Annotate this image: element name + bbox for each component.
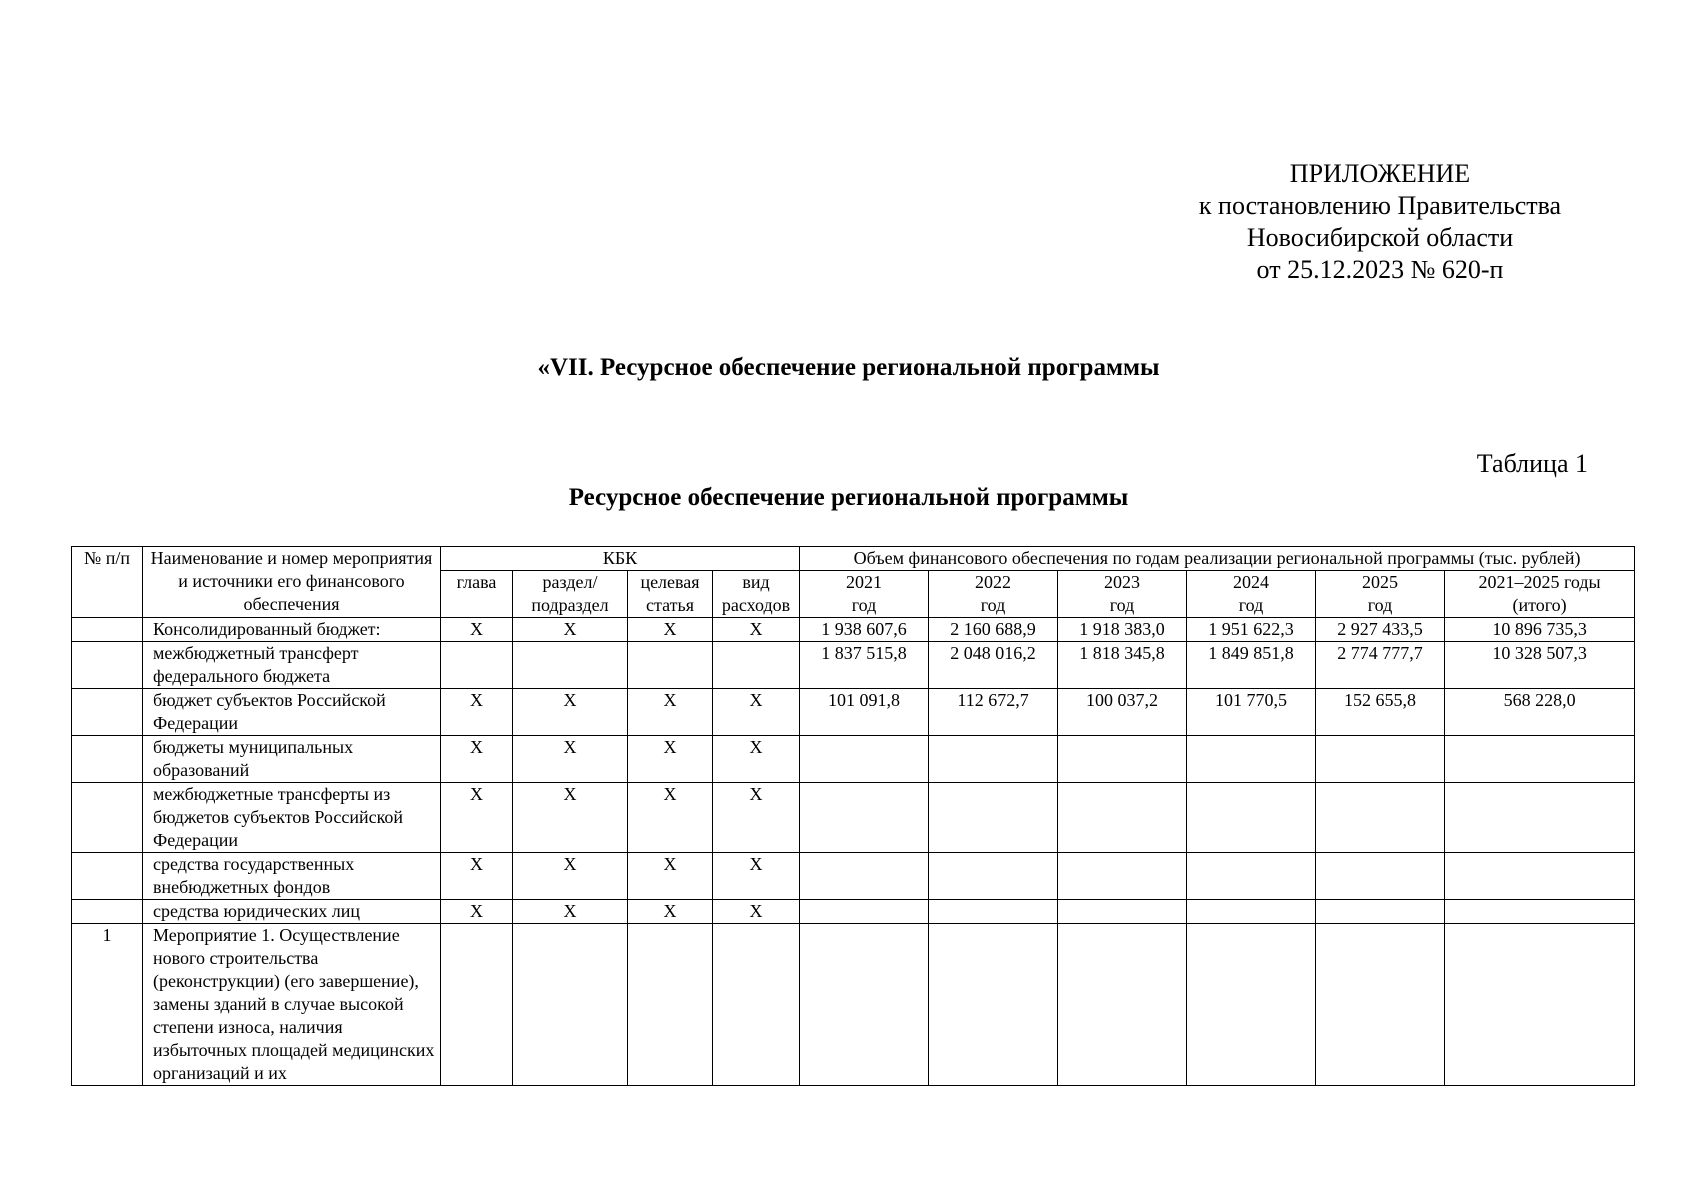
table-row xyxy=(72,924,1635,1086)
value-2023-cell xyxy=(1058,736,1187,783)
value-2023-cell xyxy=(1058,853,1187,900)
kbk-glava-cell xyxy=(441,642,513,689)
kbk-vid-cell xyxy=(713,924,800,1086)
value-2024-cell xyxy=(1187,783,1316,853)
kbk-statya-cell xyxy=(628,642,713,689)
value-total-cell: 568 228,0 xyxy=(1445,689,1635,736)
kbk-vid-cell: X xyxy=(713,900,800,924)
value-total-cell: 10 896 735,3 xyxy=(1445,618,1635,642)
table-row xyxy=(72,689,1635,736)
kbk-vid-cell: X xyxy=(713,689,800,736)
row-number xyxy=(72,736,143,783)
kbk-statya-cell: X xyxy=(628,689,713,736)
kbk-razdel-cell: X xyxy=(513,900,628,924)
kbk-statya-cell: X xyxy=(628,618,713,642)
value-2025-cell: 2 927 433,5 xyxy=(1316,618,1445,642)
value-2025-cell: 152 655,8 xyxy=(1316,689,1445,736)
value-2024-cell xyxy=(1187,900,1316,924)
row-name: Консолидированный бюджет: xyxy=(143,618,441,642)
kbk-razdel-cell: X xyxy=(513,618,628,642)
header-year-label: 2022 xyxy=(975,572,1012,592)
table-row xyxy=(72,853,1635,900)
kbk-vid-cell: X xyxy=(713,783,800,853)
kbk-vid-cell: X xyxy=(713,618,800,642)
row-name: Мероприятие 1. Осуществление нового строительства (реконструкции) (его завершение), замены зданий в случае высокой степени износа, наличия избыточных площадей медицинских организаций и их xyxy=(143,924,441,1086)
appendix-line-2: к постановлению Правительства xyxy=(1198,191,1562,220)
row-number xyxy=(72,853,143,900)
kbk-statya-cell: X xyxy=(628,736,713,783)
value-2025-cell xyxy=(1316,783,1445,853)
row-number xyxy=(72,900,143,924)
value-2024-cell: 1 849 851,8 xyxy=(1187,642,1316,689)
value-2021-cell xyxy=(800,900,929,924)
value-2025-cell: 2 774 777,7 xyxy=(1316,642,1445,689)
table-body xyxy=(72,618,1635,1086)
header-num: № п/п xyxy=(72,547,143,618)
value-2025-cell xyxy=(1316,853,1445,900)
header-year-unit: год xyxy=(1109,595,1135,615)
value-2022-cell xyxy=(929,900,1058,924)
value-total-cell xyxy=(1445,853,1635,900)
kbk-razdel-cell: X xyxy=(513,736,628,783)
header-year-label: 2021–2025 годы xyxy=(1478,572,1601,592)
value-2022-cell xyxy=(929,853,1058,900)
row-name: бюджеты муниципальных образований xyxy=(143,736,441,783)
value-2021-cell: 1 938 607,6 xyxy=(800,618,929,642)
value-2025-cell xyxy=(1316,736,1445,783)
header-year-unit: год xyxy=(1238,595,1264,615)
value-total-cell xyxy=(1445,924,1635,1086)
value-2022-cell: 2 160 688,9 xyxy=(929,618,1058,642)
value-2023-cell: 1 918 383,0 xyxy=(1058,618,1187,642)
header-year-2023 xyxy=(1058,571,1187,618)
kbk-vid-cell: X xyxy=(713,853,800,900)
value-2024-cell: 1 951 622,3 xyxy=(1187,618,1316,642)
table-row xyxy=(72,736,1635,783)
appendix-block xyxy=(1160,158,1600,286)
header-year-label: 2021 xyxy=(846,572,883,592)
value-2024-cell xyxy=(1187,853,1316,900)
header-year-2022 xyxy=(929,571,1058,618)
appendix-line-4: от 25.12.2023 № 620-п xyxy=(1256,255,1504,284)
value-2021-cell xyxy=(800,853,929,900)
kbk-glava-cell: X xyxy=(441,853,513,900)
value-2022-cell: 112 672,7 xyxy=(929,689,1058,736)
kbk-vid-cell xyxy=(713,642,800,689)
row-name: средства государственных внебюджетных фондов xyxy=(143,853,441,900)
value-2023-cell xyxy=(1058,924,1187,1086)
kbk-glava-cell: X xyxy=(441,618,513,642)
value-2021-cell xyxy=(800,924,929,1086)
value-2025-cell xyxy=(1316,900,1445,924)
appendix-line-1: ПРИЛОЖЕНИЕ xyxy=(1289,159,1471,188)
kbk-razdel-cell: X xyxy=(513,689,628,736)
header-year-total xyxy=(1445,571,1635,618)
value-2023-cell xyxy=(1058,783,1187,853)
kbk-razdel-cell xyxy=(513,924,628,1086)
row-number xyxy=(72,618,143,642)
header-year-unit: год xyxy=(851,595,877,615)
header-year-2024 xyxy=(1187,571,1316,618)
header-kbk: КБК xyxy=(441,547,800,571)
header-row-1 xyxy=(72,547,1635,571)
table-row xyxy=(72,783,1635,853)
header-volume: Объем финансового обеспечения по годам реализации региональной программы (тыс. рублей) xyxy=(800,547,1635,571)
table-title: Ресурсное обеспечение региональной программы xyxy=(568,484,1129,511)
value-2021-cell xyxy=(800,736,929,783)
row-number xyxy=(72,783,143,853)
row-name: средства юридических лиц xyxy=(143,900,441,924)
value-2024-cell xyxy=(1187,736,1316,783)
value-2021-cell: 1 837 515,8 xyxy=(800,642,929,689)
value-2024-cell: 101 770,5 xyxy=(1187,689,1316,736)
table-row xyxy=(72,618,1635,642)
row-number: 1 xyxy=(72,924,143,1086)
header-year-unit: год xyxy=(980,595,1006,615)
kbk-glava-cell: X xyxy=(441,900,513,924)
resource-table xyxy=(71,546,1635,1086)
value-2023-cell: 1 818 345,8 xyxy=(1058,642,1187,689)
header-year-label: 2023 xyxy=(1104,572,1141,592)
row-name: бюджет субъектов Российской Федерации xyxy=(143,689,441,736)
header-kbk-razdel: раздел/ подраздел xyxy=(513,571,628,618)
value-2021-cell: 101 091,8 xyxy=(800,689,929,736)
row-name: межбюджетные трансферты из бюджетов субъектов Российской Федерации xyxy=(143,783,441,853)
header-kbk-vid: вид расходов xyxy=(713,571,800,618)
header-kbk-glava: глава xyxy=(441,571,513,618)
value-2022-cell: 2 048 016,2 xyxy=(929,642,1058,689)
kbk-statya-cell: X xyxy=(628,900,713,924)
header-year-2025 xyxy=(1316,571,1445,618)
value-total-cell xyxy=(1445,783,1635,853)
header-year-label: 2024 xyxy=(1233,572,1270,592)
kbk-razdel-cell: X xyxy=(513,783,628,853)
value-total-cell: 10 328 507,3 xyxy=(1445,642,1635,689)
kbk-vid-cell: X xyxy=(713,736,800,783)
value-2021-cell xyxy=(800,783,929,853)
value-2022-cell xyxy=(929,736,1058,783)
header-year-label: 2025 xyxy=(1362,572,1399,592)
value-2023-cell: 100 037,2 xyxy=(1058,689,1187,736)
kbk-razdel-cell: X xyxy=(513,853,628,900)
value-2024-cell xyxy=(1187,924,1316,1086)
value-2025-cell xyxy=(1316,924,1445,1086)
kbk-statya-cell: X xyxy=(628,783,713,853)
value-2022-cell xyxy=(929,924,1058,1086)
table-row xyxy=(72,642,1635,689)
appendix-line-3: Новосибирской области xyxy=(1246,223,1514,252)
kbk-statya-cell: X xyxy=(628,853,713,900)
kbk-glava-cell: X xyxy=(441,689,513,736)
row-number xyxy=(72,689,143,736)
section-title: «VII. Ресурсное обеспечение региональной программы xyxy=(537,354,1160,381)
header-year-2021 xyxy=(800,571,929,618)
value-total-cell xyxy=(1445,900,1635,924)
header-year-unit: (итого) xyxy=(1512,595,1567,615)
kbk-glava-cell: X xyxy=(441,736,513,783)
table-row xyxy=(72,900,1635,924)
table-header xyxy=(72,547,1635,618)
kbk-glava-cell xyxy=(441,924,513,1086)
header-year-unit: год xyxy=(1367,595,1393,615)
value-2023-cell xyxy=(1058,900,1187,924)
header-kbk-statya: целевая статья xyxy=(628,571,713,618)
row-number xyxy=(72,642,143,689)
header-name: Наименование и номер мероприятия и источники его финансового обеспечения xyxy=(143,547,441,618)
value-2022-cell xyxy=(929,783,1058,853)
value-total-cell xyxy=(1445,736,1635,783)
kbk-glava-cell: X xyxy=(441,783,513,853)
table-label: Таблица 1 xyxy=(1476,449,1588,478)
kbk-statya-cell xyxy=(628,924,713,1086)
kbk-razdel-cell xyxy=(513,642,628,689)
row-name: межбюджетный трансферт федерального бюджета xyxy=(143,642,441,689)
